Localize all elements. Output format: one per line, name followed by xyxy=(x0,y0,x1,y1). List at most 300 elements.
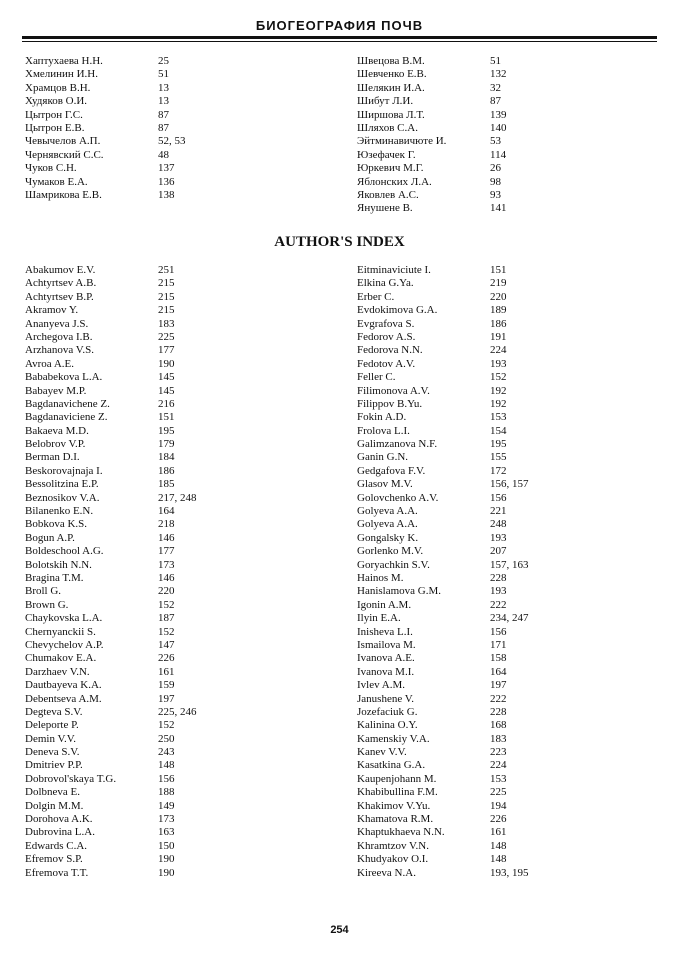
author-name: Чуков С.Н. xyxy=(25,162,77,175)
index-entry xyxy=(357,82,657,95)
page-references: 148 xyxy=(490,853,507,866)
index-entry xyxy=(25,518,325,531)
index-entry xyxy=(25,176,325,189)
index-entry xyxy=(357,478,657,491)
author-name: Ширшова Л.Т. xyxy=(357,108,425,121)
index-entry xyxy=(25,652,325,665)
author-name: Igonin A.M. xyxy=(357,598,412,611)
author-name: Ganin G.N. xyxy=(357,451,409,464)
index-entry xyxy=(25,840,325,853)
index-entry xyxy=(25,189,325,202)
page-references: 248 xyxy=(490,518,507,531)
page-references: 158 xyxy=(490,652,507,665)
author-name: Хмелинин И.Н. xyxy=(25,68,98,81)
page-references: 173 xyxy=(158,558,175,571)
russian-index-right-column xyxy=(357,55,657,216)
index-entry xyxy=(25,666,325,679)
author-name: Bragina T.M. xyxy=(25,571,84,584)
author-name: Bogun A.P. xyxy=(25,531,75,544)
page-references: 190 xyxy=(158,853,175,866)
author-name: Demin V.V. xyxy=(25,732,77,745)
author-name: Чумаков Е.А. xyxy=(25,175,88,188)
index-entry xyxy=(25,95,325,108)
index-entry xyxy=(25,545,325,558)
page-references: 148 xyxy=(490,839,507,852)
index-entry xyxy=(25,291,325,304)
author-name: Dolgin M.M. xyxy=(25,799,84,812)
author-name: Dubrovina L.A. xyxy=(25,826,95,839)
author-name: Darzhaev V.N. xyxy=(25,665,90,678)
author-name: Evdokimova G.A. xyxy=(357,304,438,317)
author-name: Edwards C.A. xyxy=(25,839,88,852)
index-entry xyxy=(357,759,657,772)
index-entry xyxy=(357,176,657,189)
page-references: 153 xyxy=(490,772,507,785)
author-name: Debentseva A.M. xyxy=(25,692,102,705)
page-references: 164 xyxy=(490,665,507,678)
author-name: Fokin A.D. xyxy=(357,411,407,424)
author-name: Ismailova M. xyxy=(357,638,416,651)
page-references: 163 xyxy=(158,826,175,839)
page-references: 251 xyxy=(158,264,175,276)
page-references: 177 xyxy=(158,344,175,357)
page-references: 156, 157 xyxy=(490,478,529,491)
author-name: Degteva S.V. xyxy=(25,705,83,718)
index-entry xyxy=(357,719,657,732)
page-references: 138 xyxy=(158,188,175,201)
author-name: Ananyeva J.S. xyxy=(25,317,89,330)
page-references: 225, 246 xyxy=(158,705,197,718)
author-name: Chernyanckii S. xyxy=(25,625,96,638)
author-name: Brown G. xyxy=(25,598,69,611)
author-name: Beskorovajnaja I. xyxy=(25,464,103,477)
author-name: Filimonova A.V. xyxy=(357,384,430,397)
index-entry xyxy=(357,559,657,572)
author-name: Ivanova A.E. xyxy=(357,652,415,665)
author-name: Beznosikov V.A. xyxy=(25,491,100,504)
author-name: Dmitriev P.P. xyxy=(25,759,83,772)
index-entry xyxy=(357,532,657,545)
page-references: 215 xyxy=(158,277,175,290)
page-references: 186 xyxy=(158,464,175,477)
index-entry xyxy=(25,612,325,625)
author-name: Filippov B.Yu. xyxy=(357,397,423,410)
page-references: 156 xyxy=(490,625,507,638)
author-name: Hanislamova G.M. xyxy=(357,585,442,598)
page-references: 164 xyxy=(158,505,175,518)
page-references: 250 xyxy=(158,732,175,745)
author-name: Akramov Y. xyxy=(25,304,79,317)
index-entry xyxy=(25,68,325,81)
page-references: 156 xyxy=(490,491,507,504)
page-references: 87 xyxy=(158,121,169,134)
author-name: Ilyin E.A. xyxy=(357,612,401,625)
header-rule-thick xyxy=(22,36,657,39)
page-references: 152 xyxy=(158,719,175,732)
page-references: 194 xyxy=(490,799,507,812)
page-references: 151 xyxy=(490,264,507,276)
page-references: 87 xyxy=(490,95,501,108)
author-name: Эйтминавичюте И. xyxy=(357,135,447,148)
author-name: Efremov S.P. xyxy=(25,853,83,866)
index-entry xyxy=(25,385,325,398)
index-entry xyxy=(357,264,657,277)
page-references: 190 xyxy=(158,357,175,370)
author-name: Berman D.I. xyxy=(25,451,80,464)
page-references: 152 xyxy=(158,625,175,638)
index-entry xyxy=(357,813,657,826)
index-entry xyxy=(357,518,657,531)
page-references: 145 xyxy=(158,384,175,397)
page-references: 197 xyxy=(490,679,507,692)
page-references: 137 xyxy=(158,162,175,175)
index-entry xyxy=(357,438,657,451)
index-entry xyxy=(357,853,657,866)
page-references: 193 xyxy=(490,357,507,370)
page-references: 87 xyxy=(158,108,169,121)
page-references: 51 xyxy=(158,68,169,81)
index-entry xyxy=(357,162,657,175)
index-entry xyxy=(357,465,657,478)
author-name: Broll G. xyxy=(25,585,62,598)
author-name: Fedorov A.S. xyxy=(357,330,416,343)
author-name: Kasatkina G.A. xyxy=(357,759,426,772)
author-name: Khramtzov V.N. xyxy=(357,839,430,852)
page-references: 156 xyxy=(158,772,175,785)
page-references: 93 xyxy=(490,188,501,201)
index-entry xyxy=(25,826,325,839)
page-references: 114 xyxy=(490,148,507,161)
page-references: 221 xyxy=(490,505,507,518)
index-entry xyxy=(357,612,657,625)
index-entry xyxy=(25,639,325,652)
author-name: Цытрон Г.С. xyxy=(25,108,83,121)
authors-index-right-column xyxy=(357,264,657,880)
author-name: Шибут Л.И. xyxy=(357,95,414,108)
index-entry xyxy=(25,318,325,331)
index-entry xyxy=(25,733,325,746)
page-references: 152 xyxy=(158,598,175,611)
page-references: 193, 195 xyxy=(490,866,529,879)
author-name: Avroa A.E. xyxy=(25,357,74,370)
author-name: Шелякин И.А. xyxy=(357,81,425,94)
index-entry xyxy=(25,759,325,772)
page-references: 26 xyxy=(490,162,501,175)
author-name: Bobkova K.S. xyxy=(25,518,88,531)
author-name: Kamenskiy V.A. xyxy=(357,732,430,745)
authors-index-left-column xyxy=(25,264,325,880)
page-references: 225 xyxy=(158,330,175,343)
index-entry xyxy=(25,277,325,290)
index-entry xyxy=(357,867,657,880)
index-entry xyxy=(357,572,657,585)
author-name: Golyeva A.A. xyxy=(357,505,418,518)
author-name: Kireeva N.A. xyxy=(357,866,416,879)
author-name: Gorlenko M.V. xyxy=(357,545,424,558)
index-entry xyxy=(357,706,657,719)
author-name: Bakaeva M.D. xyxy=(25,424,89,437)
author-name: Bessolitzina E.P. xyxy=(25,478,99,491)
author-name: Eitminaviciute I. xyxy=(357,264,431,276)
index-entry xyxy=(25,867,325,880)
page-references: 98 xyxy=(490,175,501,188)
author-name: Khamatova R.M. xyxy=(357,813,434,826)
author-name: Bagdanaviciene Z. xyxy=(25,411,108,424)
page-references: 215 xyxy=(158,304,175,317)
author-name: Kaupenjohann M. xyxy=(357,772,437,785)
author-name: Achtyrtsev B.P. xyxy=(25,290,94,303)
author-name: Швецова В.М. xyxy=(357,55,425,67)
index-entry xyxy=(357,385,657,398)
author-name: Golovchenko A.V. xyxy=(357,491,439,504)
page-references: 224 xyxy=(490,344,507,357)
index-entry xyxy=(357,95,657,108)
page-references: 183 xyxy=(490,732,507,745)
index-entry xyxy=(357,318,657,331)
page-references: 219 xyxy=(490,277,507,290)
page-references: 153 xyxy=(490,411,507,424)
page-references: 161 xyxy=(158,665,175,678)
index-entry xyxy=(357,55,657,68)
index-entry xyxy=(25,371,325,384)
author-name: Feller C. xyxy=(357,371,396,384)
page-references: 51 xyxy=(490,55,501,67)
author-name: Ivanova M.I. xyxy=(357,665,415,678)
index-entry xyxy=(357,599,657,612)
page-references: 222 xyxy=(490,598,507,611)
index-entry xyxy=(357,344,657,357)
index-entry xyxy=(357,733,657,746)
author-name: Fedotov A.V. xyxy=(357,357,416,370)
author-name: Arzhanova V.S. xyxy=(25,344,94,357)
author-name: Erber C. xyxy=(357,290,395,303)
index-entry xyxy=(25,55,325,68)
author-name: Archegova I.B. xyxy=(25,330,93,343)
index-entry xyxy=(25,478,325,491)
index-entry xyxy=(25,304,325,317)
index-entry xyxy=(25,719,325,732)
index-entry xyxy=(357,122,657,135)
page-references: 161 xyxy=(490,826,507,839)
author-name: Dobrovol'skaya T.G. xyxy=(25,772,117,785)
index-entry xyxy=(25,135,325,148)
author-name: Golyeva A.A. xyxy=(357,518,418,531)
page-references: 226 xyxy=(158,652,175,665)
index-entry xyxy=(357,398,657,411)
index-entry xyxy=(25,425,325,438)
index-entry xyxy=(357,109,657,122)
index-entry xyxy=(25,331,325,344)
page-references: 155 xyxy=(490,451,507,464)
page-references: 146 xyxy=(158,531,175,544)
author-name: Chaykovska L.A. xyxy=(25,612,103,625)
author-name: Dautbayeva K.A. xyxy=(25,679,102,692)
author-name: Khakimov V.Yu. xyxy=(357,799,431,812)
index-entry xyxy=(357,773,657,786)
page-references: 149 xyxy=(158,799,175,812)
author-name: Bilanenko E.N. xyxy=(25,505,94,518)
page-references: 190 xyxy=(158,866,175,879)
author-name: Ivlev A.M. xyxy=(357,679,405,692)
author-name: Яковлев А.С. xyxy=(357,188,419,201)
index-entry xyxy=(357,666,657,679)
page-references: 228 xyxy=(490,571,507,584)
index-entry xyxy=(25,585,325,598)
page-references: 157, 163 xyxy=(490,558,529,571)
page-number: 254 xyxy=(330,924,349,936)
page-references: 159 xyxy=(158,679,175,692)
page-references: 222 xyxy=(490,692,507,705)
page-references: 172 xyxy=(490,464,507,477)
page-references: 32 xyxy=(490,81,501,94)
page-references: 218 xyxy=(158,518,175,531)
author-name: Храмцов В.Н. xyxy=(25,81,91,94)
page-references: 141 xyxy=(490,202,507,215)
index-entry xyxy=(357,371,657,384)
index-entry xyxy=(25,773,325,786)
page-references: 193 xyxy=(490,531,507,544)
page-references: 187 xyxy=(158,612,175,625)
index-entry xyxy=(357,545,657,558)
author-name: Chumakov E.A. xyxy=(25,652,97,665)
index-entry xyxy=(357,800,657,813)
page-references: 53 xyxy=(490,135,501,148)
index-entry xyxy=(357,626,657,639)
page-references: 189 xyxy=(490,304,507,317)
page-references: 243 xyxy=(158,746,175,759)
page-references: 186 xyxy=(490,317,507,330)
author-name: Gedgafova F.V. xyxy=(357,464,426,477)
page-references: 225 xyxy=(490,786,507,799)
page-references: 168 xyxy=(490,719,507,732)
author-name: Цытрон Е.В. xyxy=(25,121,85,134)
index-entry xyxy=(357,826,657,839)
author-name: Dolbneva E. xyxy=(25,786,80,799)
index-entry xyxy=(25,532,325,545)
author-name: Bagdanavichene Z. xyxy=(25,397,110,410)
index-entry xyxy=(25,465,325,478)
author-name: Bolotskih N.N. xyxy=(25,558,92,571)
index-entry xyxy=(25,451,325,464)
author-name: Achtyrtsev A.B. xyxy=(25,277,97,290)
page-references: 150 xyxy=(158,839,175,852)
page-references: 179 xyxy=(158,438,175,451)
index-entry xyxy=(25,559,325,572)
author-name: Kanev V.V. xyxy=(357,746,407,759)
index-entry xyxy=(357,451,657,464)
index-entry xyxy=(357,202,657,215)
author-name: Janushene V. xyxy=(357,692,415,705)
page-references: 48 xyxy=(158,148,169,161)
index-entry xyxy=(357,693,657,706)
index-entry xyxy=(25,813,325,826)
index-entry xyxy=(25,344,325,357)
author-name: Чевычелов А.П. xyxy=(25,135,101,148)
author-name: Fedorova N.N. xyxy=(357,344,423,357)
author-name: Шевченко Е.В. xyxy=(357,68,427,81)
index-entry xyxy=(25,693,325,706)
author-name: Evgrafova S. xyxy=(357,317,415,330)
author-name: Deneva S.V. xyxy=(25,746,80,759)
author-name: Belobrov V.P. xyxy=(25,438,86,451)
page-references: 192 xyxy=(490,384,507,397)
index-entry xyxy=(357,585,657,598)
index-entry xyxy=(357,331,657,344)
page-references: 224 xyxy=(490,759,507,772)
page-references: 171 xyxy=(490,638,507,651)
author-name: Чернявский С.С. xyxy=(25,148,104,161)
page-references: 13 xyxy=(158,95,169,108)
author-name: Khaptukhaeva N.N. xyxy=(357,826,445,839)
index-entry xyxy=(357,639,657,652)
page-references: 183 xyxy=(158,317,175,330)
index-entry xyxy=(25,679,325,692)
index-entry xyxy=(25,82,325,95)
index-entry xyxy=(25,572,325,585)
author-name: Янушене В. xyxy=(357,202,413,215)
index-entry xyxy=(357,304,657,317)
author-name: Jozefaciuk G. xyxy=(357,705,418,718)
page-references: 192 xyxy=(490,397,507,410)
index-entry xyxy=(25,358,325,371)
index-entry xyxy=(357,68,657,81)
index-entry xyxy=(357,291,657,304)
page-references: 184 xyxy=(158,451,175,464)
index-entry xyxy=(25,706,325,719)
page-references: 197 xyxy=(158,692,175,705)
page-references: 223 xyxy=(490,746,507,759)
index-entry xyxy=(357,786,657,799)
page-references: 228 xyxy=(490,705,507,718)
page-references: 146 xyxy=(158,571,175,584)
index-entry xyxy=(357,135,657,148)
index-entry xyxy=(25,786,325,799)
header-rule-thin xyxy=(22,41,657,42)
page-references: 191 xyxy=(490,330,507,343)
authors-index-title: AUTHOR'S INDEX xyxy=(274,234,405,250)
page-references: 215 xyxy=(158,290,175,303)
page-references: 136 xyxy=(158,175,175,188)
index-entry xyxy=(357,505,657,518)
index-entry xyxy=(25,626,325,639)
page-references: 152 xyxy=(490,371,507,384)
author-name: Goryachkin S.V. xyxy=(357,558,430,571)
author-name: Шамрикова Е.В. xyxy=(25,188,102,201)
page-references: 154 xyxy=(490,424,507,437)
page-references: 195 xyxy=(490,438,507,451)
page-references: 220 xyxy=(490,290,507,303)
index-entry xyxy=(25,122,325,135)
author-name: Efremova T.T. xyxy=(25,866,89,879)
author-name: Inisheva L.I. xyxy=(357,625,413,638)
author-name: Boldeschool A.G. xyxy=(25,545,104,558)
author-name: Deleporte P. xyxy=(25,719,79,732)
index-entry xyxy=(25,162,325,175)
page-references: 185 xyxy=(158,478,175,491)
index-entry xyxy=(25,438,325,451)
index-entry xyxy=(25,398,325,411)
author-name: Bababekova L.A. xyxy=(25,371,103,384)
page-references: 140 xyxy=(490,121,507,134)
page-references: 226 xyxy=(490,813,507,826)
page-references: 13 xyxy=(158,81,169,94)
index-entry xyxy=(357,840,657,853)
index-entry xyxy=(25,264,325,277)
index-entry xyxy=(357,652,657,665)
index-entry xyxy=(357,149,657,162)
author-name: Abakumov E.V. xyxy=(25,264,96,276)
author-name: Chevychelov A.P. xyxy=(25,638,104,651)
